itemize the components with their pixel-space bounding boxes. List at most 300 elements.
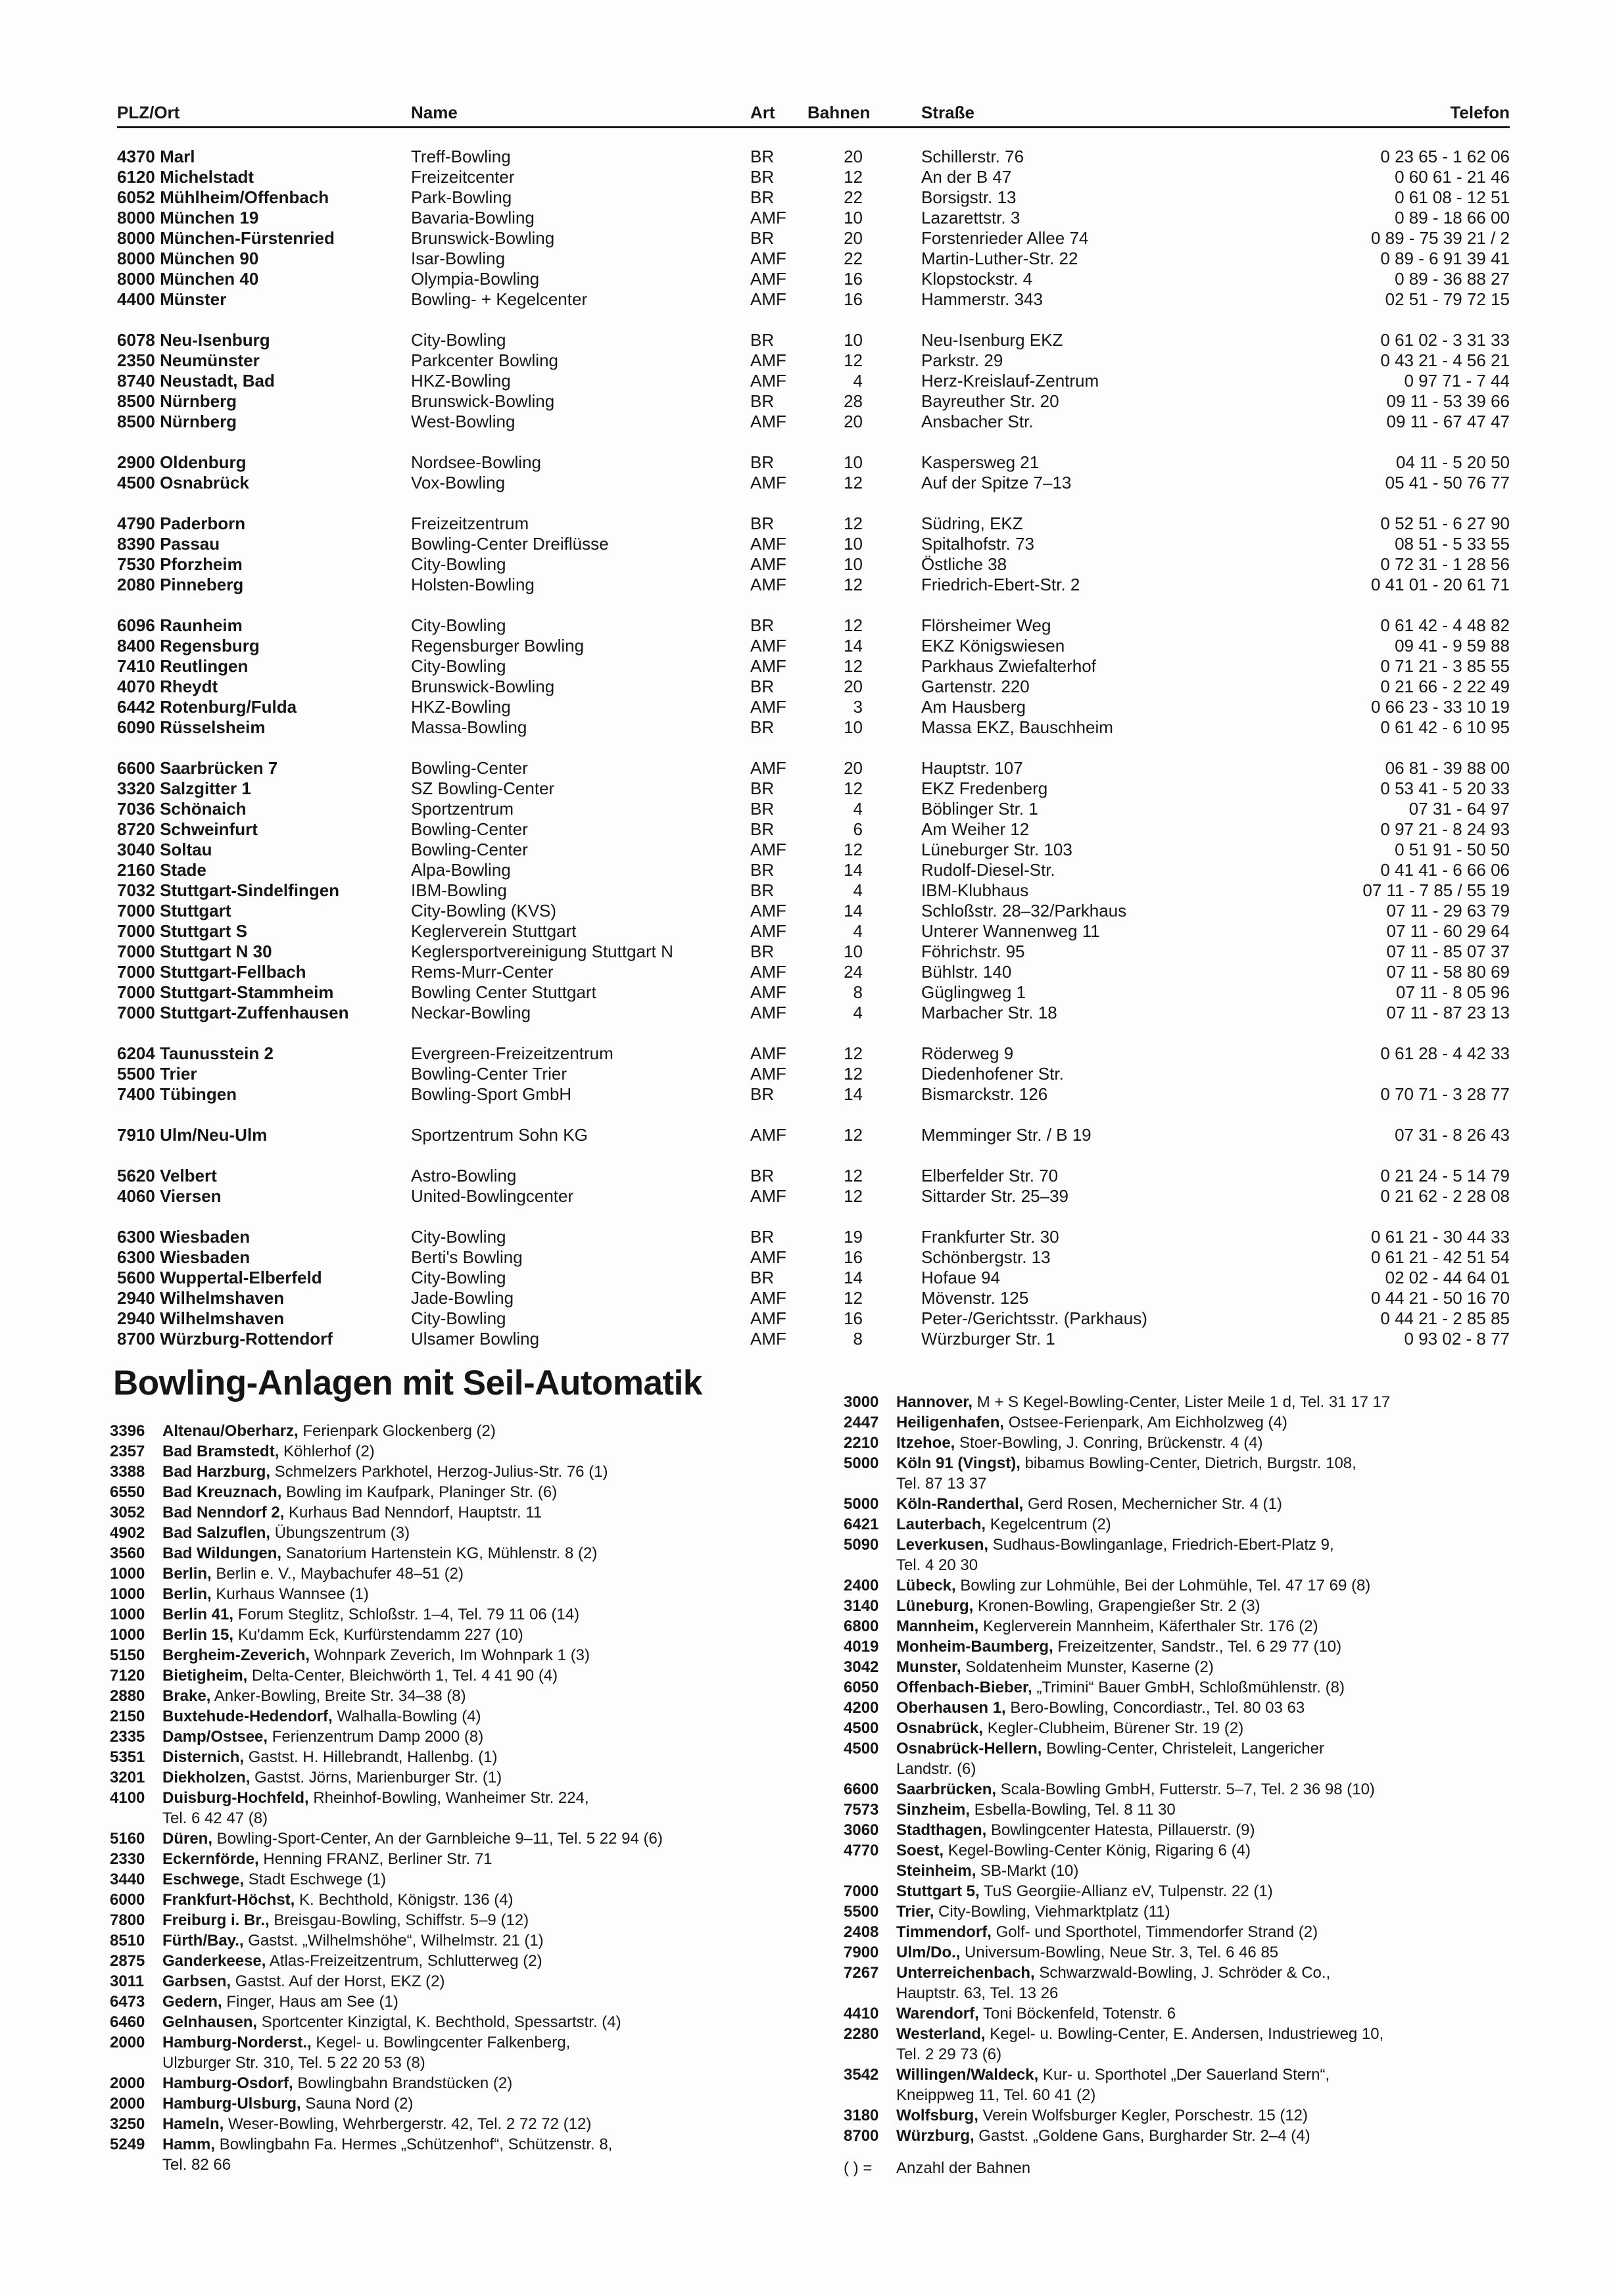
cell-art: AMF bbox=[750, 901, 786, 921]
entry-details: Ferienpark Glockenberg (2) bbox=[298, 1422, 496, 1440]
entry-ort: Berlin 41, bbox=[162, 1606, 234, 1623]
entry-details: Stoer-Bowling, J. Conring, Brückenstr. 4 (4) bbox=[955, 1434, 1263, 1452]
cell-name: City-Bowling (KVS) bbox=[411, 901, 557, 921]
cell-tel: 0 52 51 - 6 27 90 bbox=[1380, 514, 1510, 533]
cell-art: BR bbox=[750, 799, 775, 819]
header-strasse: Straße bbox=[921, 103, 974, 122]
list-entry bbox=[110, 1625, 820, 1645]
cell-bahnen: 10 bbox=[844, 554, 863, 574]
list-entry bbox=[110, 2114, 820, 2134]
cell-art: AMF bbox=[750, 575, 786, 594]
cell-name: Bowling-Center bbox=[411, 819, 528, 839]
cell-tel: 0 60 61 - 21 46 bbox=[1395, 167, 1510, 187]
list-entry bbox=[844, 1514, 1573, 1535]
entry-plz: 6800 bbox=[844, 1617, 879, 1635]
cell-tel: 0 21 24 - 5 14 79 bbox=[1380, 1166, 1510, 1185]
entry-details: Kurhaus Bad Nenndorf, Hauptstr. 11 bbox=[284, 1504, 542, 1521]
cell-bahnen: 16 bbox=[844, 289, 863, 309]
table-row bbox=[117, 269, 1510, 289]
list-entry bbox=[110, 1645, 820, 1665]
cell-tel: 07 11 - 85 07 37 bbox=[1386, 942, 1510, 961]
list-entry bbox=[844, 1718, 1573, 1738]
entry-details: Gastst. „Goldene Gans, Burgharder Str. 2–4 (4) bbox=[974, 2127, 1310, 2145]
list-entry bbox=[844, 2024, 1573, 2065]
cell-ort: 8740 Neustadt, Bad bbox=[117, 371, 275, 391]
list-entry bbox=[110, 1543, 820, 1564]
list-entry bbox=[110, 1706, 820, 1727]
list-entry bbox=[110, 1910, 820, 1930]
table-row bbox=[117, 1186, 1510, 1207]
entry-plz: 2875 bbox=[110, 1952, 145, 1970]
table-row bbox=[117, 473, 1510, 493]
cell-str: Forstenrieder Allee 74 bbox=[921, 228, 1089, 248]
cell-art: BR bbox=[750, 167, 775, 187]
entry-details: Ferienzentrum Damp 2000 (8) bbox=[268, 1728, 484, 1746]
list-entry bbox=[110, 2012, 820, 2032]
cell-ort: 7410 Reutlingen bbox=[117, 656, 249, 676]
cell-str: Hofaue 94 bbox=[921, 1268, 1000, 1287]
cell-tel: 0 53 41 - 5 20 33 bbox=[1380, 778, 1510, 798]
cell-art: BR bbox=[750, 942, 775, 961]
cell-art: AMF bbox=[750, 1043, 786, 1063]
entry-plz: 6550 bbox=[110, 1483, 145, 1501]
entry-details: Sanatorium Hartenstein KG, Mühlenstr. 8 (2) bbox=[281, 1544, 598, 1562]
entry-plz: 3542 bbox=[844, 2066, 879, 2084]
cell-bahnen: 10 bbox=[844, 942, 863, 961]
cell-tel: 07 11 - 60 29 64 bbox=[1386, 921, 1510, 941]
cell-tel: 0 43 21 - 4 56 21 bbox=[1380, 350, 1510, 370]
cell-art: BR bbox=[750, 228, 775, 248]
cell-tel: 0 61 42 - 6 10 95 bbox=[1380, 717, 1510, 737]
cell-ort: 8500 Nürnberg bbox=[117, 412, 237, 431]
entry-details-continued: Landstr. (6) bbox=[896, 1760, 976, 1778]
cell-tel: 0 61 02 - 3 31 33 bbox=[1380, 330, 1510, 350]
list-entry bbox=[844, 1861, 1573, 1881]
header-ort: PLZ/Ort bbox=[117, 103, 180, 122]
header-name: Name bbox=[411, 103, 458, 122]
cell-tel: 0 89 - 6 91 39 41 bbox=[1380, 249, 1510, 268]
cell-bahnen: 20 bbox=[844, 758, 863, 778]
cell-tel: 0 41 01 - 20 61 71 bbox=[1370, 575, 1510, 594]
entry-details: Kegel- u. Bowlingcenter Falkenberg, bbox=[311, 2034, 571, 2051]
entry-plz: 1000 bbox=[110, 1606, 145, 1623]
cell-art: BR bbox=[750, 1227, 775, 1247]
entry-plz: 4902 bbox=[110, 1524, 145, 1542]
cell-bahnen: 4 bbox=[853, 799, 863, 819]
entry-plz: 4500 bbox=[844, 1719, 879, 1737]
cell-bahnen: 12 bbox=[844, 1288, 863, 1308]
entry-details: Freizeitzenter, Sandstr., Tel. 6 29 77 (10) bbox=[1053, 1638, 1342, 1656]
cell-tel: 0 61 21 - 30 44 33 bbox=[1370, 1227, 1510, 1247]
cell-ort: 7000 Stuttgart bbox=[117, 901, 231, 921]
entry-ort: Leverkusen, bbox=[896, 1536, 989, 1554]
entry-details: Scala-Bowling GmbH, Futterstr. 5–7, Tel. 2 36 98 (10) bbox=[996, 1781, 1375, 1798]
table-row bbox=[117, 249, 1510, 269]
entry-plz: 2447 bbox=[844, 1414, 879, 1431]
cell-str: Neu-Isenburg EKZ bbox=[921, 330, 1063, 350]
entry-details: SB-Markt (10) bbox=[976, 1862, 1079, 1880]
table-row bbox=[117, 799, 1510, 819]
entry-details: Sauna Nord (2) bbox=[300, 2095, 414, 2113]
cell-ort: 7000 Stuttgart-Fellbach bbox=[117, 962, 306, 982]
cell-tel: 0 72 31 - 1 28 56 bbox=[1380, 554, 1510, 574]
entry-ort: Lübeck, bbox=[896, 1577, 956, 1594]
list-entry bbox=[844, 1453, 1573, 1494]
group-spacer bbox=[117, 1105, 1510, 1125]
cell-str: Mövenstr. 125 bbox=[921, 1288, 1029, 1308]
group-spacer bbox=[117, 1207, 1510, 1227]
cell-str: Rudolf-Diesel-Str. bbox=[921, 860, 1055, 880]
entry-plz: 1000 bbox=[110, 1585, 145, 1603]
cell-tel: 07 11 - 29 63 79 bbox=[1386, 901, 1510, 921]
table-row bbox=[117, 942, 1510, 962]
entry-ort: Altenau/Oberharz, bbox=[162, 1422, 299, 1440]
entry-ort: Lauterbach, bbox=[896, 1516, 986, 1533]
entry-ort: Heiligenhafen, bbox=[896, 1414, 1005, 1431]
list-entry bbox=[110, 1462, 820, 1482]
cell-str: Unterer Wannenweg 11 bbox=[921, 921, 1100, 941]
cell-bahnen: 20 bbox=[844, 147, 863, 166]
list-entry bbox=[110, 1502, 820, 1523]
entry-details-continued: Tel. 87 13 37 bbox=[896, 1475, 987, 1493]
cell-bahnen: 10 bbox=[844, 330, 863, 350]
table-row bbox=[117, 962, 1510, 982]
entry-details: Bowlingcenter Hatesta, Pillauerstr. (9) bbox=[986, 1821, 1255, 1839]
entry-plz: 6600 bbox=[844, 1781, 879, 1798]
cell-str: Föhrichstr. 95 bbox=[921, 942, 1025, 961]
entry-ort: Damp/Ostsee, bbox=[162, 1728, 268, 1746]
cell-ort: 4060 Viersen bbox=[117, 1186, 222, 1206]
entry-plz: 2000 bbox=[110, 2034, 145, 2051]
cell-bahnen: 20 bbox=[844, 677, 863, 696]
cell-name: Keglersportvereinigung Stuttgart N bbox=[411, 942, 673, 961]
entry-ort: Soest, bbox=[896, 1842, 944, 1859]
cell-name: Park-Bowling bbox=[411, 187, 512, 207]
cell-bahnen: 8 bbox=[853, 1329, 863, 1349]
cell-str: Diedenhofener Str. bbox=[921, 1064, 1064, 1084]
cell-ort: 4500 Osnabrück bbox=[117, 473, 249, 492]
entry-ort: Fürth/Bay., bbox=[162, 1932, 244, 1949]
cell-tel: 07 11 - 7 85 / 55 19 bbox=[1362, 880, 1510, 900]
table-row bbox=[117, 575, 1510, 595]
cell-art: AMF bbox=[750, 1003, 786, 1022]
table-row bbox=[117, 758, 1510, 778]
cell-str: Flörsheimer Weg bbox=[921, 615, 1051, 635]
entry-plz: 4500 bbox=[844, 1740, 879, 1758]
seil-automatik-list-right bbox=[844, 1392, 1573, 2178]
entry-ort: Hannover, bbox=[896, 1393, 973, 1411]
entry-ort: Saarbrücken, bbox=[896, 1781, 997, 1798]
entry-ort: Buxtehude-Hedendorf, bbox=[162, 1708, 333, 1725]
entry-details: M + S Kegel-Bowling-Center, Lister Meile 1 d, Tel. 31 17 17 bbox=[973, 1393, 1391, 1411]
cell-ort: 5620 Velbert bbox=[117, 1166, 217, 1185]
cell-tel: 09 11 - 67 47 47 bbox=[1386, 412, 1510, 431]
table-row bbox=[117, 717, 1510, 738]
cell-str: Bismarckstr. 126 bbox=[921, 1084, 1048, 1104]
list-entry bbox=[110, 1829, 820, 1849]
table-row bbox=[117, 1043, 1510, 1064]
cell-tel: 0 89 - 18 66 00 bbox=[1395, 208, 1510, 227]
cell-bahnen: 24 bbox=[844, 962, 863, 982]
entry-plz: 5150 bbox=[110, 1646, 145, 1664]
entry-ort: Würzburg, bbox=[896, 2127, 974, 2145]
table-row bbox=[117, 860, 1510, 880]
entry-ort: Stuttgart 5, bbox=[896, 1882, 980, 1900]
entry-details-continued: Tel. 4 20 30 bbox=[896, 1556, 978, 1574]
cell-name: Holsten-Bowling bbox=[411, 575, 535, 594]
table-row bbox=[117, 147, 1510, 167]
entry-details-continued: Tel. 6 42 47 (8) bbox=[162, 1809, 268, 1827]
cell-name: City-Bowling bbox=[411, 1308, 506, 1328]
cell-art: BR bbox=[750, 514, 775, 533]
cell-ort: 7000 Stuttgart-Zuffenhausen bbox=[117, 1003, 349, 1022]
cell-bahnen: 12 bbox=[844, 1166, 863, 1185]
list-entry bbox=[110, 1564, 820, 1584]
cell-name: West-Bowling bbox=[411, 412, 516, 431]
list-entry bbox=[110, 1890, 820, 1910]
entry-ort: Köln-Randerthal, bbox=[896, 1495, 1024, 1513]
cell-str: Klopstockstr. 4 bbox=[921, 269, 1033, 289]
cell-art: AMF bbox=[750, 534, 786, 554]
cell-str: EKZ Königswiesen bbox=[921, 636, 1065, 656]
entry-plz: 3140 bbox=[844, 1597, 879, 1615]
cell-bahnen: 14 bbox=[844, 636, 863, 656]
table-row bbox=[117, 350, 1510, 371]
cell-tel: 08 51 - 5 33 55 bbox=[1395, 534, 1510, 554]
cell-art: AMF bbox=[750, 636, 786, 656]
cell-bahnen: 14 bbox=[844, 901, 863, 921]
cell-name: Brunswick-Bowling bbox=[411, 228, 555, 248]
entry-plz: 7000 bbox=[844, 1882, 879, 1900]
cell-art: BR bbox=[750, 860, 775, 880]
entry-plz: 6421 bbox=[844, 1516, 879, 1533]
table-row bbox=[117, 167, 1510, 187]
cell-art: BR bbox=[750, 615, 775, 635]
list-entry bbox=[110, 1849, 820, 1869]
cell-bahnen: 22 bbox=[844, 187, 863, 207]
cell-bahnen: 28 bbox=[844, 391, 863, 411]
cell-art: AMF bbox=[750, 371, 786, 391]
list-entry bbox=[844, 1494, 1573, 1514]
cell-str: Gartenstr. 220 bbox=[921, 677, 1030, 696]
cell-bahnen: 14 bbox=[844, 1084, 863, 1104]
cell-tel: 0 71 21 - 3 85 55 bbox=[1380, 656, 1510, 676]
cell-art: BR bbox=[750, 147, 775, 166]
cell-tel: 0 44 21 - 2 85 85 bbox=[1380, 1308, 1510, 1328]
table-row bbox=[117, 534, 1510, 554]
entry-ort: Frankfurt-Höchst, bbox=[162, 1891, 295, 1909]
entry-plz: 4200 bbox=[844, 1699, 879, 1717]
table-row bbox=[117, 1288, 1510, 1308]
cell-ort: 6052 Mühlheim/Offenbach bbox=[117, 187, 329, 207]
cell-str: Am Weiher 12 bbox=[921, 819, 1030, 839]
cell-bahnen: 12 bbox=[844, 1064, 863, 1084]
entry-details: Kur- u. Sporthotel „Der Sauerland Stern“, bbox=[1038, 2066, 1330, 2084]
entry-details: Stadt Eschwege (1) bbox=[244, 1871, 387, 1888]
entry-ort: Warendorf, bbox=[896, 2005, 979, 2022]
entry-plz: 7267 bbox=[844, 1964, 879, 1982]
cell-tel: 0 93 02 - 8 77 bbox=[1404, 1329, 1510, 1349]
entry-plz: 3388 bbox=[110, 1463, 145, 1481]
cell-str: Frankfurter Str. 30 bbox=[921, 1227, 1059, 1247]
cell-ort: 6300 Wiesbaden bbox=[117, 1247, 251, 1267]
cell-bahnen: 10 bbox=[844, 208, 863, 227]
cell-name: City-Bowling bbox=[411, 656, 506, 676]
cell-art: AMF bbox=[750, 1329, 786, 1349]
entry-ort: Offenbach-Bieber, bbox=[896, 1679, 1032, 1696]
cell-tel: 0 61 42 - 4 48 82 bbox=[1380, 615, 1510, 635]
list-entry bbox=[110, 1604, 820, 1625]
entry-ort: Timmendorf, bbox=[896, 1923, 992, 1941]
entry-plz: 8510 bbox=[110, 1932, 145, 1949]
entry-plz: 2400 bbox=[844, 1577, 879, 1594]
entry-plz: 3052 bbox=[110, 1504, 145, 1521]
cell-tel: 0 41 41 - 6 66 06 bbox=[1380, 860, 1510, 880]
table-row bbox=[117, 1003, 1510, 1023]
entry-plz: 7120 bbox=[110, 1667, 145, 1685]
list-entry bbox=[844, 1820, 1573, 1840]
cell-str: Lüneburger Str. 103 bbox=[921, 840, 1072, 859]
cell-name: SZ Bowling-Center bbox=[411, 778, 555, 798]
list-entry bbox=[844, 1942, 1573, 1963]
cell-art: BR bbox=[750, 778, 775, 798]
header-telefon: Telefon bbox=[1450, 103, 1510, 122]
cell-ort: 7910 Ulm/Neu-Ulm bbox=[117, 1125, 268, 1145]
cell-tel: 0 89 - 75 39 21 / 2 bbox=[1370, 228, 1510, 248]
cell-bahnen: 4 bbox=[853, 880, 863, 900]
entry-details: Verein Wolfsburger Kegler, Porschestr. 15 (12) bbox=[978, 2107, 1309, 2124]
cell-str: Borsigstr. 13 bbox=[921, 187, 1017, 207]
cell-name: Freizeitzentrum bbox=[411, 514, 529, 533]
entry-details: Gastst. „Wilhelmshöhe“, Wilhelmstr. 21 (1) bbox=[243, 1932, 544, 1949]
list-entry bbox=[844, 1800, 1573, 1820]
entry-plz: 2330 bbox=[110, 1850, 145, 1868]
entry-details: Weser-Bowling, Wehrbergerstr. 42, Tel. 2 72 72 (12) bbox=[224, 2115, 592, 2133]
cell-name: City-Bowling bbox=[411, 1268, 506, 1287]
cell-art: AMF bbox=[750, 962, 786, 982]
cell-ort: 3320 Salzgitter 1 bbox=[117, 778, 251, 798]
table-row bbox=[117, 656, 1510, 677]
cell-ort: 6096 Raunheim bbox=[117, 615, 243, 635]
cell-bahnen: 16 bbox=[844, 1308, 863, 1328]
cell-tel: 0 61 08 - 12 51 bbox=[1395, 187, 1510, 207]
list-entry bbox=[110, 1747, 820, 1767]
cell-art: BR bbox=[750, 391, 775, 411]
entry-ort: Düren, bbox=[162, 1830, 213, 1848]
table-row bbox=[117, 289, 1510, 310]
list-entry bbox=[844, 1637, 1573, 1657]
cell-art: BR bbox=[750, 880, 775, 900]
entry-details: Bowling-Sport-Center, An der Garnbleiche 9–11, Tel. 5 22 94 (6) bbox=[212, 1830, 663, 1848]
cell-art: BR bbox=[750, 330, 775, 350]
entry-plz: 3560 bbox=[110, 1544, 145, 1562]
cell-bahnen: 12 bbox=[844, 656, 863, 676]
list-entry bbox=[844, 2003, 1573, 2024]
cell-name: Regensburger Bowling bbox=[411, 636, 585, 656]
cell-str: Massa EKZ, Bauschheim bbox=[921, 717, 1113, 737]
cell-bahnen: 12 bbox=[844, 575, 863, 594]
cell-art: AMF bbox=[750, 921, 786, 941]
table-row bbox=[117, 1268, 1510, 1288]
cell-name: Sportzentrum bbox=[411, 799, 514, 819]
list-entry bbox=[844, 1412, 1573, 1433]
cell-bahnen: 19 bbox=[844, 1227, 863, 1247]
list-entry bbox=[110, 1951, 820, 1971]
cell-str: Südring, EKZ bbox=[921, 514, 1023, 533]
entry-details: Toni Böckenfeld, Totenstr. 6 bbox=[978, 2005, 1176, 2022]
entry-ort: Disternich, bbox=[162, 1748, 245, 1766]
table-row bbox=[117, 921, 1510, 942]
cell-bahnen: 12 bbox=[844, 1043, 863, 1063]
cell-str: Güglingweg 1 bbox=[921, 982, 1026, 1002]
cell-ort: 8000 München-Fürstenried bbox=[117, 228, 335, 248]
cell-bahnen: 10 bbox=[844, 452, 863, 472]
list-entry bbox=[110, 1421, 820, 1441]
cell-ort: 6600 Saarbrücken 7 bbox=[117, 758, 278, 778]
cell-tel: 0 21 66 - 2 22 49 bbox=[1380, 677, 1510, 696]
entry-plz: 3250 bbox=[110, 2115, 145, 2133]
cell-art: BR bbox=[750, 452, 775, 472]
group-spacer bbox=[117, 738, 1510, 758]
cell-ort: 6300 Wiesbaden bbox=[117, 1227, 251, 1247]
entry-plz: 2280 bbox=[844, 2025, 879, 2043]
cell-str: Bühlstr. 140 bbox=[921, 962, 1012, 982]
entry-plz: 5160 bbox=[110, 1830, 145, 1848]
cell-bahnen: 22 bbox=[844, 249, 863, 268]
cell-str: An der B 47 bbox=[921, 167, 1012, 187]
cell-str: Peter-/Gerichtsstr. (Parkhaus) bbox=[921, 1308, 1147, 1328]
cell-art: AMF bbox=[750, 269, 786, 289]
cell-name: Massa-Bowling bbox=[411, 717, 527, 737]
cell-name: Bowling-Center bbox=[411, 840, 528, 859]
table-row bbox=[117, 840, 1510, 860]
cell-ort: 8720 Schweinfurt bbox=[117, 819, 258, 839]
cell-name: Bavaria-Bowling bbox=[411, 208, 535, 227]
entry-details: Schwarzwald-Bowling, J. Schröder & Co., bbox=[1034, 1964, 1331, 1982]
entry-ort: Sinzheim, bbox=[896, 1801, 971, 1819]
cell-name: IBM-Bowling bbox=[411, 880, 507, 900]
entry-ort: Willingen/Waldeck, bbox=[896, 2066, 1039, 2084]
entry-details: Universum-Bowling, Neue Str. 3, Tel. 6 46 85 bbox=[960, 1944, 1279, 1961]
list-entry bbox=[110, 1971, 820, 1992]
cell-str: Spitalhofstr. 73 bbox=[921, 534, 1034, 554]
cell-ort: 2900 Oldenburg bbox=[117, 452, 247, 472]
list-entry bbox=[110, 1441, 820, 1462]
cell-bahnen: 12 bbox=[844, 473, 863, 492]
cell-bahnen: 3 bbox=[853, 697, 863, 717]
entry-ort: Hamburg-Ulsburg, bbox=[162, 2095, 301, 2113]
entry-details: Ostsee-Ferienpark, Am Eichholzweg (4) bbox=[1004, 1414, 1287, 1431]
entry-ort: Osnabrück, bbox=[896, 1719, 984, 1737]
table-row bbox=[117, 880, 1510, 901]
cell-tel: 0 21 62 - 2 28 08 bbox=[1380, 1186, 1510, 1206]
entry-details: Henning FRANZ, Berliner Str. 71 bbox=[258, 1850, 492, 1868]
entry-plz: 7900 bbox=[844, 1944, 879, 1961]
cell-name: Vox-Bowling bbox=[411, 473, 506, 492]
entry-ort: Diekholzen, bbox=[162, 1769, 251, 1786]
table-row bbox=[117, 187, 1510, 208]
cell-str: Kaspersweg 21 bbox=[921, 452, 1040, 472]
cell-art: AMF bbox=[750, 554, 786, 574]
entry-plz: 2210 bbox=[844, 1434, 879, 1452]
entry-plz: 6460 bbox=[110, 2013, 145, 2031]
cell-ort: 6442 Rotenburg/Fulda bbox=[117, 697, 297, 717]
entry-details: Kegel-Bowling-Center König, Rigaring 6 (4) bbox=[944, 1842, 1251, 1859]
cell-str: IBM-Klubhaus bbox=[921, 880, 1029, 900]
cell-ort: 6078 Neu-Isenburg bbox=[117, 330, 270, 350]
list-entry bbox=[844, 1698, 1573, 1718]
list-entry bbox=[844, 1901, 1573, 1922]
